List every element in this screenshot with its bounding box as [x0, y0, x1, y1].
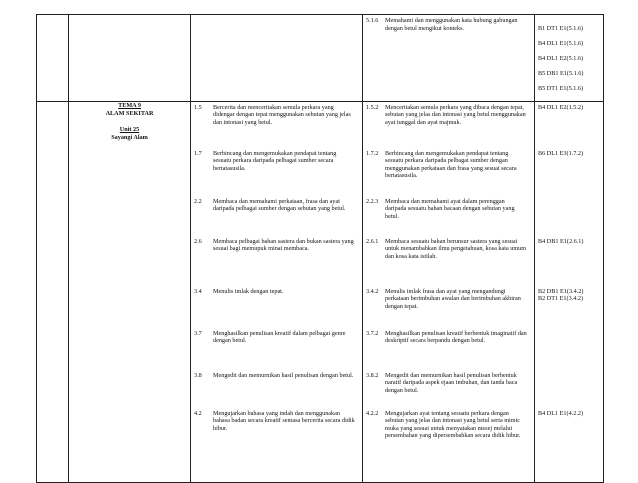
standard-item — [191, 328, 362, 370]
skill-text: Menulis imlak frasa dan ayat yang mengandungi perkataan berimbuhan awalan dan berimbuhan akhiran dengan tepat. — [385, 287, 521, 310]
standard-code: 1.7 — [194, 149, 202, 157]
skill-item — [363, 102, 534, 148]
standard-item — [191, 148, 362, 196]
standard-text: Menulis imlak dengan tepat. — [213, 287, 284, 295]
table-row — [37, 101, 604, 482]
evidence-item: B1 DT1 E1(5.1.6) — [538, 24, 584, 32]
skill-text: Membaca sesuatu bahan berunsur sastera yang sesuai untuk menambahkan ilmu pengetahuan, kosa kata umum dan kosa kata istilah. — [385, 237, 527, 260]
evidence-item: B4 DB1 E1(2.6.1) — [538, 237, 584, 245]
skill-text: Menghasilkan penulisan kreatif berbentuk imaginatif dan deskriptif secara berpandu dengan betul. — [385, 329, 527, 345]
evidence-item: B4 DL1 E1(5.1.6) — [538, 39, 584, 47]
theme-title: TEMA 9 — [118, 101, 141, 109]
week-cell — [37, 15, 69, 102]
skill-item — [363, 370, 534, 408]
standard-code: 3.4 — [194, 287, 202, 295]
evidence-list — [535, 15, 603, 101]
skill-item — [363, 328, 534, 370]
skill-code: 1.7.2 — [366, 149, 379, 157]
standard-code: 1.5 — [194, 103, 202, 111]
standard-item — [191, 408, 362, 482]
skill-item — [363, 408, 534, 482]
skill-code: 3.4.2 — [366, 287, 379, 295]
lesson-plan-table — [36, 14, 604, 483]
evidence-item: B2 DB1 E1(3.4.2) B2 DT1 E1(3.4.2) — [538, 287, 584, 303]
standard-code: 2.2 — [194, 197, 202, 205]
standard-text: Berbincang dan mengemukakan pendapat tentang sesuatu perkara daripada pelbagai sumber secara bertatasusila. — [213, 149, 337, 172]
skill-text: Memahami dan menggunakan kata hubung gabungan dengan betul mengikut konteks. — [385, 17, 518, 32]
skill-item — [363, 236, 534, 286]
evidence-item — [535, 370, 603, 408]
standard-code: 3.7 — [194, 329, 202, 337]
skill-cell — [363, 101, 535, 482]
skill-code: 3.7.2 — [366, 329, 379, 337]
standard-code: 2.6 — [194, 237, 202, 245]
skill-code: 3.8.2 — [366, 371, 379, 379]
skill-item — [363, 286, 534, 328]
skill-code: 2.2.3 — [366, 197, 379, 205]
evidence-item: B4 DL1 E2(1.5.2) — [538, 103, 584, 111]
skill-text: Berbincang dan mengemukakan pendapat tentang sesuatu perkara daripada pelbagai sumber dengan menggunakan perkataan dan frasa yang sesuai secara bertatasusila. — [385, 149, 517, 180]
skill-item — [363, 148, 534, 196]
week-cell — [37, 101, 69, 482]
unit-name: Sayangi Alam — [111, 133, 148, 141]
table-row — [37, 15, 604, 102]
standard-text: Mengujarkan bahasa yang indah dan menggunakan bahasa badan secara kreatif semasa bercerita secara didik hibur. — [213, 409, 355, 432]
standard-item — [191, 370, 362, 408]
theme-subtitle: ALAM SEKITAR — [105, 109, 154, 117]
evidence-item: B6 DL1 E3(1.7.2) — [538, 149, 584, 157]
skill-text: Mengedit dan memurnikan hasil penulisan berbentuk naratif daripada aspek ejaan imbuhan, dan tanda baca dengan betul. — [385, 371, 518, 394]
standard-code: 4.2 — [194, 409, 202, 417]
evidence-item: B4 DL1 E1(4.2.2) — [538, 409, 584, 417]
skill-code: 2.6.1 — [366, 237, 379, 245]
skill-cell — [363, 15, 535, 102]
unit-number: Unit 25 — [119, 125, 140, 133]
skill-text: Menceritakan semula perkara yang dibaca dengan tepat, sebutan yang jelas dan intonasi yang betul menggunakan ayat tunggal dan ayat majmuk. — [385, 103, 526, 126]
standard-text: Menghasilkan penulisan kreatif dalam pelbagai genre dengan betul. — [213, 329, 346, 345]
skill-item — [363, 196, 534, 236]
skill-text: Membaca dan memahami ayat dalam perenggan daripada sesuatu bahan bacaan dengan sebutan yang betul. — [385, 197, 515, 220]
skill-code: 4.2.2 — [366, 409, 379, 417]
standard-cell — [191, 15, 363, 102]
standard-text: Bercerita dan menceritakan semula perkara yang didengar dengan tepat menggunakan sebutan yang jelas dan intonasi yang betul. — [213, 103, 351, 126]
standard-text: Membaca dan memahami perkataan, frasa dan ayat daripada pelbagai sumber dengan sebutan yang betul. — [213, 197, 346, 213]
standard-item — [191, 196, 362, 236]
evidence-cell — [535, 101, 604, 482]
skill-item — [363, 15, 534, 32]
theme-cell — [69, 15, 191, 102]
standard-text: Mengedit dan memurnikan hasil penulisan dengan betul. — [213, 371, 354, 379]
evidence-item — [535, 328, 603, 370]
standard-item — [191, 102, 362, 148]
standard-item — [191, 236, 362, 286]
skill-code: 1.5.2 — [366, 103, 379, 111]
skill-code: 5.1.6 — [366, 17, 379, 24]
standard-item — [191, 286, 362, 328]
evidence-item: B5 DT1 E1(5.1.6) — [538, 85, 584, 93]
evidence-item: B4 DL1 E2(5.1.6) — [538, 54, 584, 62]
skill-text: Mengujarkan ayat tentang sesuatu perkara dengan sebutan yang jelas dan intonasi yang betul serta mimic muka yang sesuai untuk menyatakan mesej melalui persembahan yang dipersembahkan secara didik hibur. — [385, 409, 521, 440]
standard-cell — [191, 101, 363, 482]
evidence-item: B5 DB1 E1(5.1.6) — [538, 70, 584, 78]
standard-code: 3.8 — [194, 371, 202, 379]
evidence-item — [535, 196, 603, 236]
standard-text: Membaca pelbagai bahan sastera dan bukan sastera yang sesuai bagi memupuk minat membaca. — [213, 237, 354, 253]
evidence-cell — [535, 15, 604, 102]
theme-cell — [69, 101, 191, 482]
